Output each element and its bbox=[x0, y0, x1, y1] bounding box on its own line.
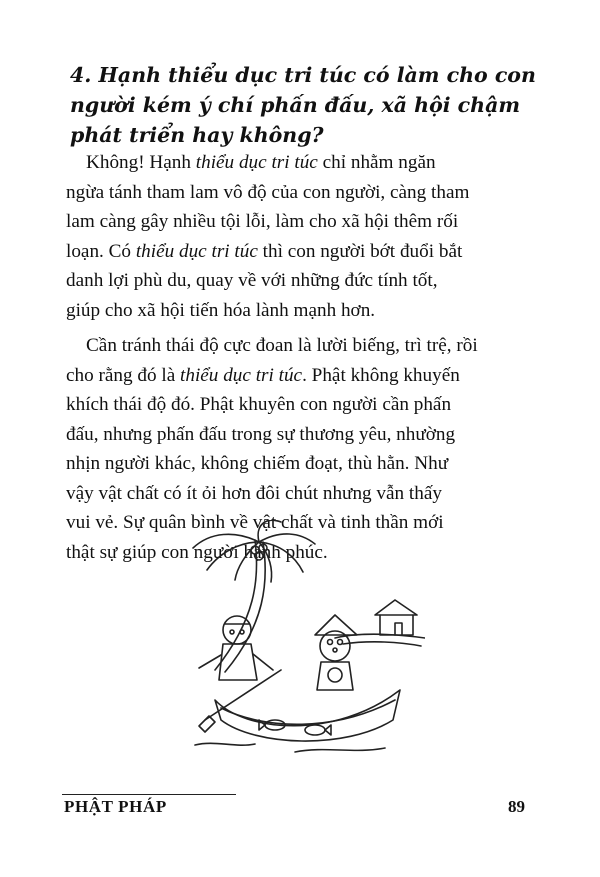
italic-term: thiểu dục tri túc bbox=[195, 152, 318, 173]
text-span: thì con người bớt đuổi bắt bbox=[257, 240, 463, 262]
text-line bbox=[66, 178, 536, 208]
text-span: khích thái độ đó. Phật khuyên con người cần phấn bbox=[66, 394, 452, 415]
text-span: nhịn người khác, không chiếm đoạt, thù hằn. Như bbox=[66, 453, 449, 474]
text-span: . Phật không khuyến bbox=[302, 364, 460, 386]
page-number: 89 bbox=[508, 797, 525, 816]
text-span: thật sự giúp con người hạnh phúc. bbox=[66, 541, 328, 563]
text-line bbox=[66, 390, 536, 420]
boat-scene-illustration bbox=[185, 520, 425, 760]
italic-term: thiểu dục tri túc bbox=[180, 364, 303, 386]
body-text bbox=[66, 148, 536, 567]
text-span: loạn. Có bbox=[66, 240, 136, 262]
text-line bbox=[66, 361, 536, 391]
footer-section-title: PHẬT PHÁP bbox=[64, 797, 167, 816]
text-line bbox=[66, 237, 536, 267]
text-span: giúp cho xã hội tiến hóa lành mạnh hơn. bbox=[66, 299, 376, 321]
text-span: danh lợi phù du, quay về với những đức tính tốt, bbox=[66, 270, 438, 291]
question-heading: 4. Hạnh thiểu dục tri túc có làm cho con người kém ý chí phấn đấu, xã hội chậm phát triển hay không? bbox=[70, 63, 536, 147]
text-line bbox=[66, 449, 536, 479]
text-line bbox=[86, 331, 536, 361]
text-line bbox=[66, 266, 536, 296]
text-span: vui vẻ. Sự quân bình về vật chất và tinh thần mới bbox=[66, 512, 444, 533]
text-span: vậy vật chất có ít ỏi hơn đôi chút nhưng vẫn thấy bbox=[66, 482, 442, 504]
text-span: lam càng gây nhiều tội lỗi, làm cho xã hội thêm rối bbox=[66, 211, 459, 232]
text-span: ngừa tánh tham lam vô độ của con người, càng tham bbox=[66, 181, 470, 203]
footer-rule bbox=[62, 794, 236, 795]
text-line bbox=[66, 420, 536, 450]
text-span: đấu, nhưng phấn đấu trong sự thương yêu, nhường bbox=[66, 423, 456, 445]
text-line bbox=[66, 207, 536, 237]
italic-term: thiểu dục tri túc bbox=[135, 240, 258, 262]
text-line bbox=[66, 296, 536, 326]
text-line bbox=[66, 479, 536, 509]
text-span: Cần tránh thái độ cực đoan là lười biếng, trì trệ, rồi bbox=[86, 335, 478, 356]
text-line bbox=[86, 148, 536, 178]
text-span: chỉ nhằm ngăn bbox=[317, 152, 436, 173]
text-span: Không! Hạnh bbox=[86, 152, 196, 173]
text-span: cho rằng đó là bbox=[66, 364, 181, 386]
paragraph-1 bbox=[66, 148, 536, 325]
